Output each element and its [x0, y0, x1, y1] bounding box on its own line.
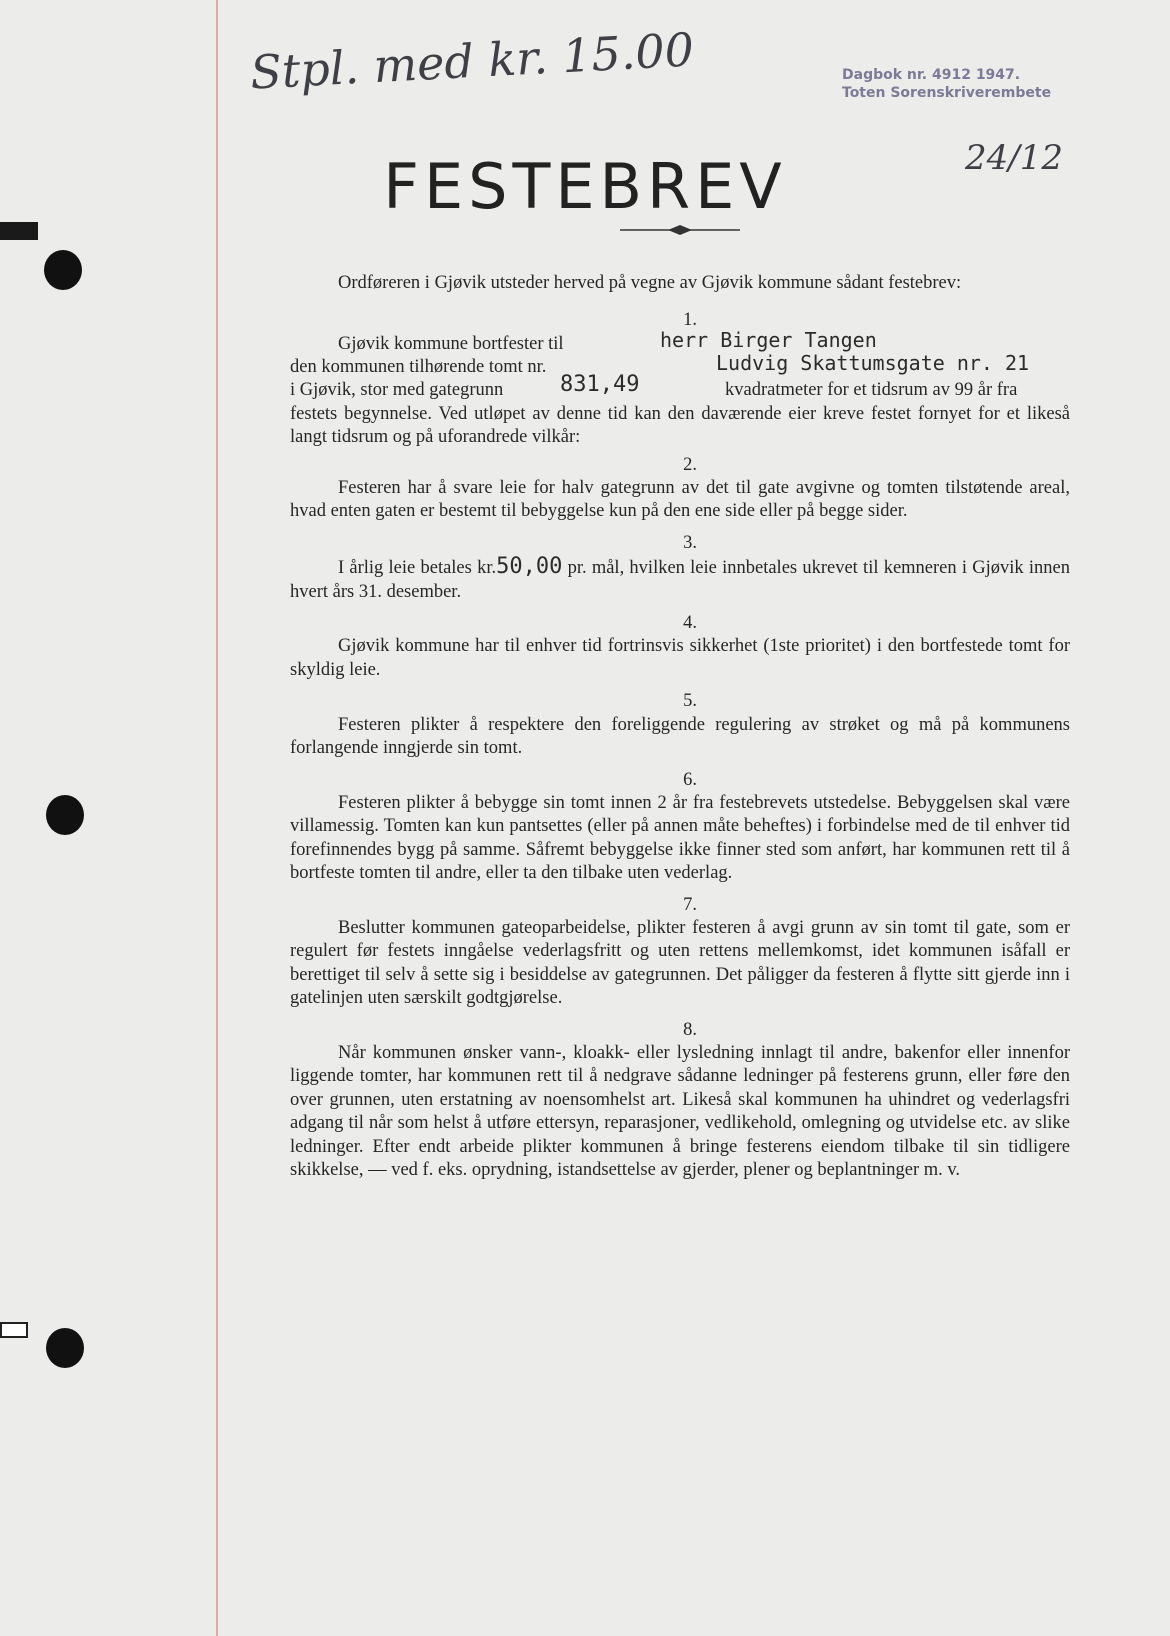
punch-hole-bottom	[46, 1328, 84, 1368]
document-title: FESTEBREV	[383, 150, 787, 223]
section-1-line3-right: kvadratmeter for et tidsrum av 99 år fra	[725, 379, 1018, 400]
section-5-text: Festeren plikter å respektere den foreliggende regulering av strøket og må på kommunens forlangende inngjerde sin tomt.	[290, 714, 1070, 759]
section-number-1: 1.	[683, 310, 697, 331]
section-number-7: 7.	[683, 894, 697, 915]
stamp-line-2: Toten Sorenskriverembete	[842, 85, 1052, 101]
area-value-typed: 831,49	[560, 371, 640, 397]
section-7-text: Beslutter kommunen gateoparbeidelse, plikter festeren å avgi grunn av sin tomt til gate, som er regulert før festets inngåelse vederlagsfritt og uten rettens mellemkomst, idet kommunen isåfall er berettiget til selv å sette sig i besiddelse av gategrunnen. Det påligger da festeren å flytte sitt gjerde inn i gatelinjen uten særskilt godtgjørelse.	[290, 917, 1070, 1009]
section-8-text: Når kommunen ønsker vann-, kloakk- eller lysledning innlagt til andre, bakenfor eller innenfor liggende tomter, har kommunen rett til å nedgrave sådanne ledninger på festerens grunn, eller føre den over grunnen, uten erstatning av noensomhelst art. Likeså skal kommunen ha uhindret og vederlagsfri adgang til når som helst å utføre ettersyn, reparasjoner, vedlikehold, omlegning og utvidelse etc. av slike ledninger. Efter endt arbeide plikter kommunen å bringe festerens eiendom tilbake til sin tidligere skikkelse, — ved f. eks. oprydning, istandsettelse av gjerder, plener og beplantninger m. v.	[290, 1042, 1070, 1180]
punch-hole-top	[44, 250, 82, 290]
handwritten-fee-note: Stpl. med kr. 15.00	[248, 22, 696, 100]
punch-hole-middle	[46, 795, 84, 835]
red-margin-line	[216, 0, 218, 1636]
stamp-line-1: Dagbok nr. 4912 1947.	[842, 67, 1021, 83]
binding-tab-bottom	[0, 1322, 28, 1338]
handwritten-date: 24/12	[965, 138, 1063, 178]
section-4-text: Gjøvik kommune har til enhver tid fortrinsvis sikkerhet (1ste prioritet) i den bortfestede tomt for skyldig leie.	[290, 636, 1070, 680]
section-3-text: I årlig leie betales kr.50,00 pr. mål, hvilken leie innbetales ukrevet til kemneren i Gjøvik innen hvert års 31. desember.	[290, 554, 1070, 602]
plot-address-typed: Ludvig Skattumsgate nr. 21	[716, 350, 1030, 375]
registry-stamp	[842, 66, 1051, 102]
section-1-line2-label: den kommunen tilhørende tomt nr.	[290, 356, 547, 377]
section-number-8: 8.	[683, 1019, 697, 1040]
lessee-name-typed: herr Birger Tangen	[660, 327, 877, 352]
section-number-3: 3.	[683, 532, 697, 553]
section-1-line3-label: i Gjøvik, stor med gategrunn	[290, 379, 504, 400]
section-2-text: Festeren har å svare leie for halv gategrunn av det til gate avgivne og tomten tilstøtende areal, hvad enten gaten er bestemt til bebyggelse kun på den ene side eller på begge sider.	[290, 478, 1070, 522]
section-6-text: Festeren plikter å bebygge sin tomt innen 2 år fra festebrevets utstedelse. Bebyggelsen skal være villamessig. Tomten kan kun pantsettes (eller på annen måte beheftes) i forbindelse med de til enhver tid forefinnendes bygg på samme. Såfremt bebyggelse ikke finner sted som anført, har kommunen rett til å bortfeste tomten til andre, eller ta den tilbake uten vederlag.	[290, 792, 1070, 884]
section-number-4: 4.	[683, 613, 697, 634]
section-number-6: 6.	[683, 769, 697, 790]
intro-paragraph: Ordføreren i Gjøvik utsteder herved på vegne av Gjøvik kommune sådant festebrev:	[338, 273, 962, 293]
section-number-5: 5.	[683, 691, 697, 712]
binding-tab-top	[0, 222, 38, 240]
section-1-form-lines	[290, 327, 1070, 403]
document-body	[290, 272, 1070, 1182]
section-number-2: 2.	[683, 454, 697, 475]
section-1-line1-label: Gjøvik kommune bortfester til	[338, 333, 564, 354]
title-ornament-icon	[620, 224, 740, 236]
section-1-text: festets begynnelse. Ved utløpet av denne tid kan den daværende eier kreve festet fornyet for et likeså langt tidsrum og på uforandrede vilkår:	[290, 403, 1070, 448]
rent-amount-typed: 50,00	[496, 554, 563, 580]
